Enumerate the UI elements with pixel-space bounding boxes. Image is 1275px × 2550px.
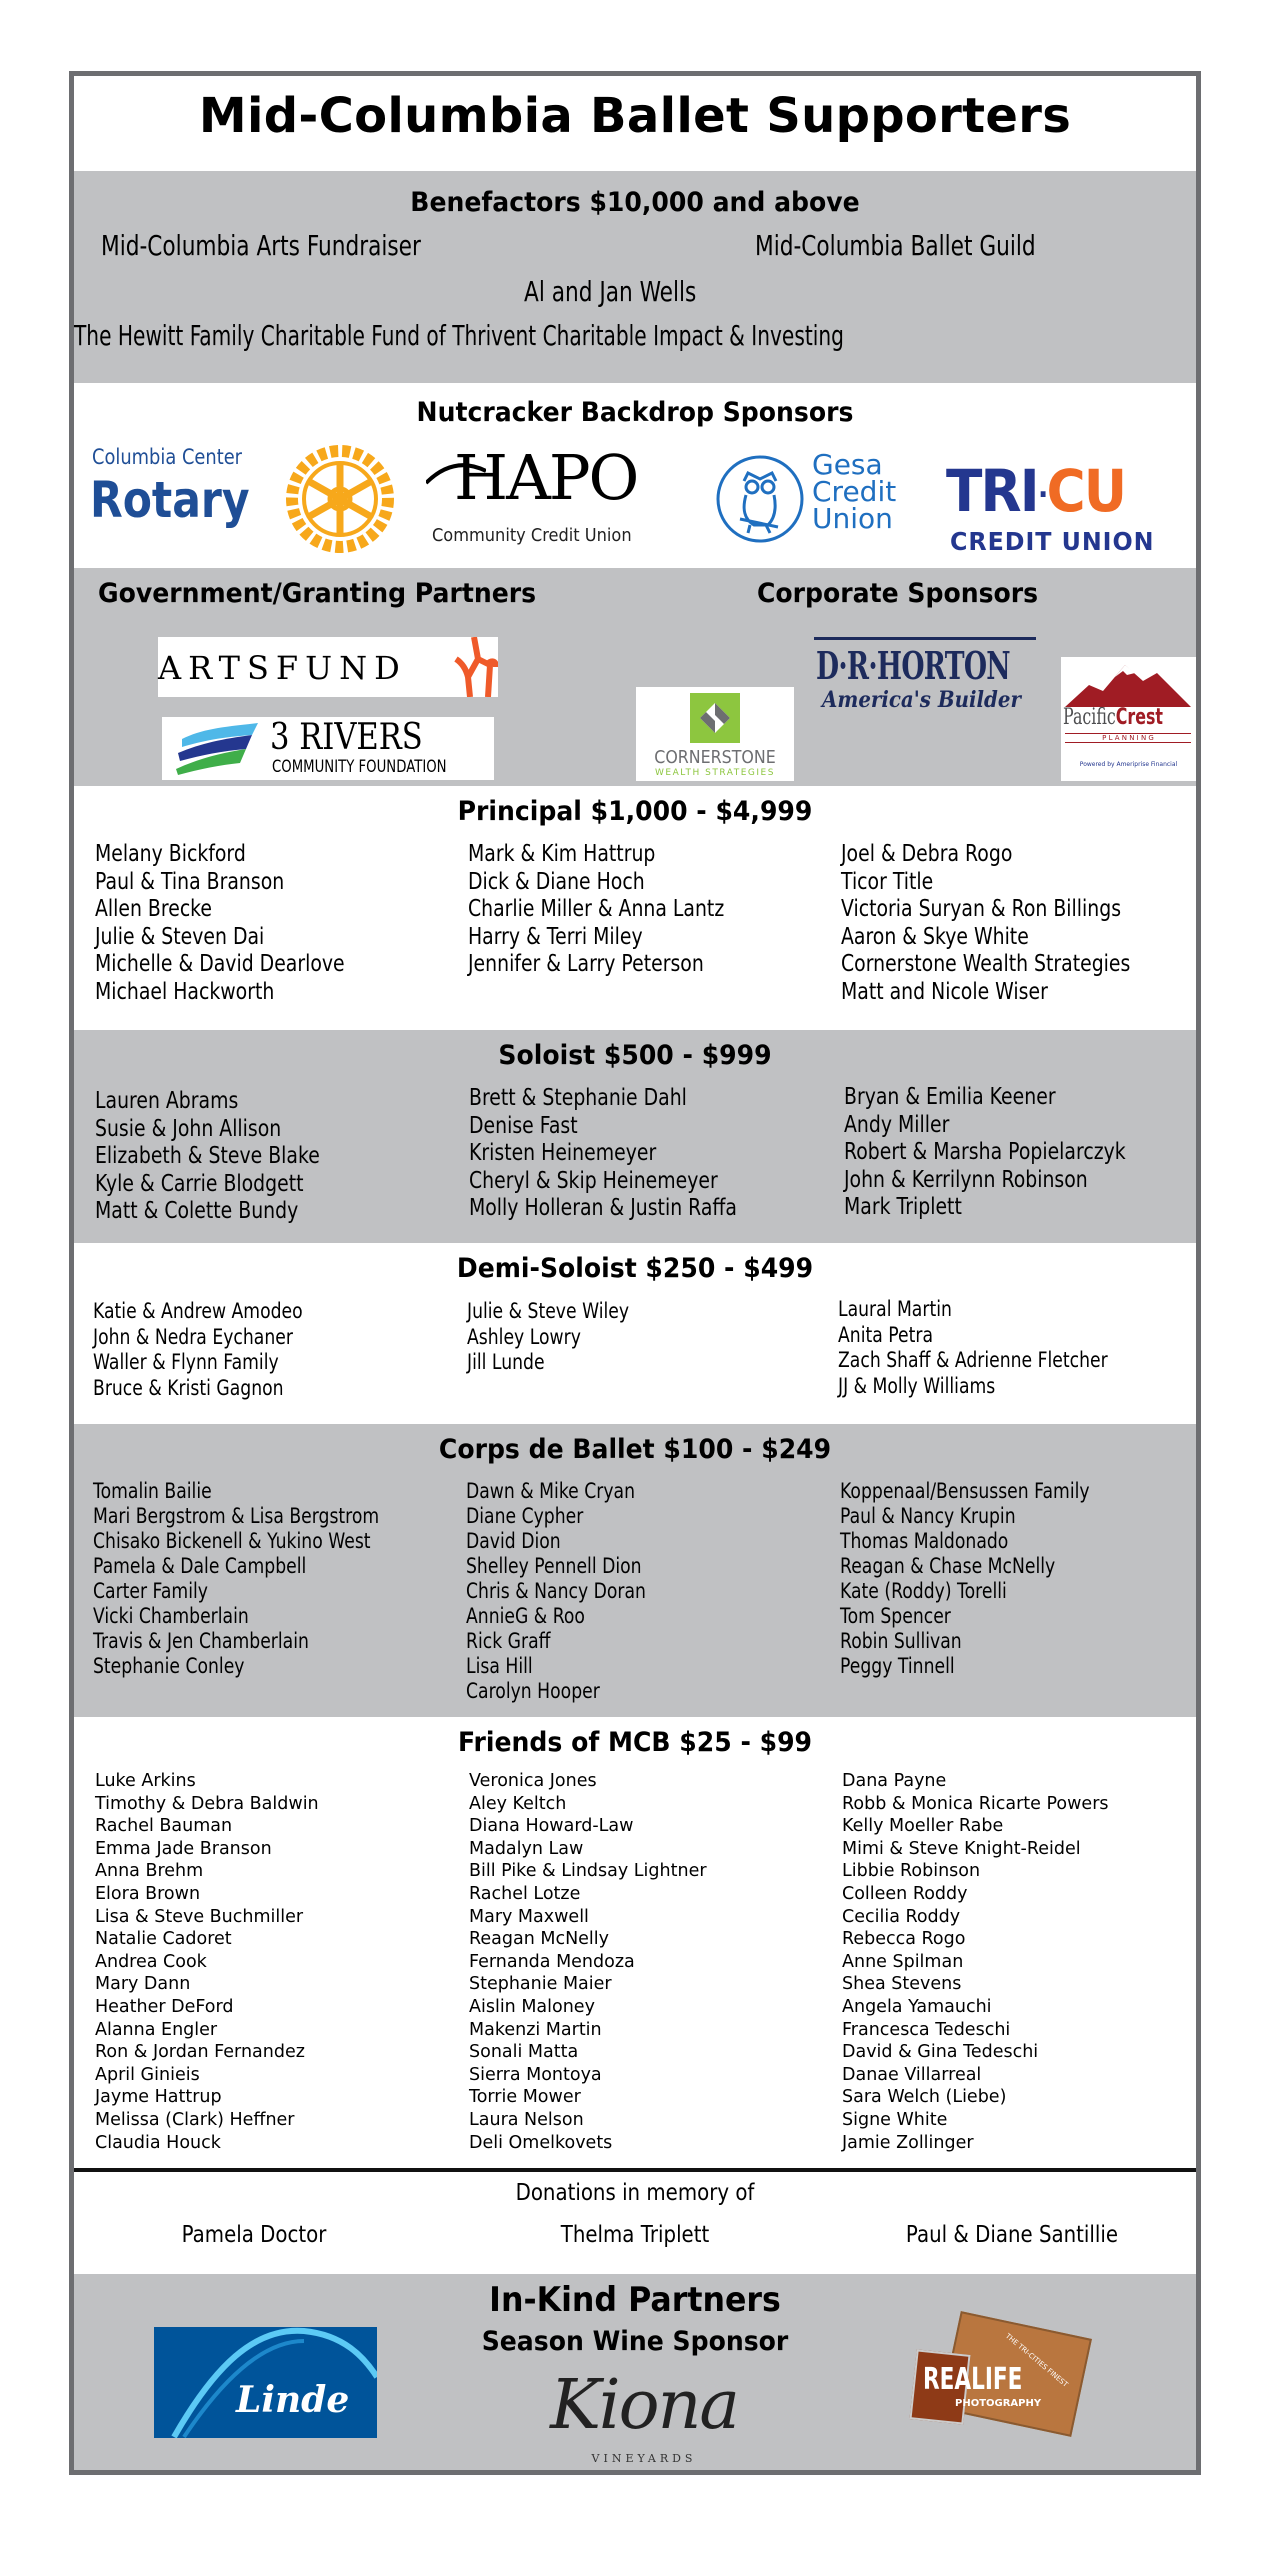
gesa-line1: Gesa [812,448,883,481]
supporter-name: Luke Arkins [95,1771,196,1791]
supporter-name: Bryan & Emilia Keener [844,1084,1056,1110]
supporter-name: Jayme Hattrup [95,2087,222,2108]
supporter-name: Diana Howard-Law [469,1816,634,1837]
hapo-logo [426,441,671,555]
three-rivers-line1: 3 RIVERS [270,717,423,758]
supporter-name: Ticor Title [841,868,934,895]
gesa-logo [714,448,904,551]
supporter-name: Vicki Chamberlain [93,1604,249,1628]
benefactors-heading: Benefactors $10,000 and above [410,187,860,218]
supporter-name: Melissa (Clark) Heffner [95,2109,295,2130]
demi-soloist-heading: Demi-Soloist $250 - $499 [456,1253,814,1284]
supporter-name: Ashley Lowry [467,1324,581,1349]
supporter-name: Dana Payne [842,1771,947,1791]
supporter-name: Bruce & Kristi Gagnon [93,1375,284,1400]
drhorton-line1: D·R·HORTON [816,643,1010,688]
memory-name: Pamela Doctor [181,2222,327,2248]
supporter-name: Robin Sullivan [840,1629,962,1653]
supporter-name: AnnieG & Roo [466,1604,585,1628]
demi-soloist-section [74,1243,1196,1424]
supporter-name: Waller & Flynn Family [93,1350,279,1374]
government-heading: Government/Granting Partners [98,578,537,609]
realife-arc: THE TRI-CITIES FINEST [1003,2332,1070,2389]
corps-section [74,1424,1196,1717]
principal-column [841,841,1130,1006]
kiona-sub: VINEYARDS [591,2452,697,2465]
supporter-name: Anne Spilman [842,1951,964,1972]
supporter-name: Lauren Abrams [95,1088,239,1114]
drhorton-line2: America's Builder [822,687,1021,713]
supporter-name: Cheryl & Skip Heinemeyer [469,1167,718,1194]
supporter-name: Rick Graff [466,1629,551,1653]
gesa-line3: Union [812,502,893,535]
cornerstone-line2: WEALTH STRATEGIES [655,768,775,778]
supporter-name: April Ginieis [95,2064,200,2085]
mountain-icon [1065,663,1191,707]
rotary-line2: Rotary [90,471,250,529]
supporter-name: David Dion [466,1529,561,1553]
soloist-section [74,1030,1196,1243]
supporter-name: Katie & Andrew Amodeo [93,1299,303,1323]
supporter-name: Cornerstone Wealth Strategies [841,951,1131,977]
corps-column [93,1479,379,1679]
realife-logo [909,2322,1099,2442]
supporter-name: Dick & Diane Hoch [468,868,645,895]
supporter-name: Elizabeth & Steve Blake [95,1143,320,1169]
supporter-name: Kristen Heinemeyer [469,1140,657,1166]
artsfund-logo [158,637,498,697]
supporter-name: Aaron & Skye White [841,923,1029,950]
artsfund-name: ARTSFUND [158,649,407,687]
supporter-name: Michael Hackworth [95,978,275,1005]
supporter-name: Thomas Maldonado [840,1529,1009,1553]
supporter-name: Francesca Tedeschi [842,2019,1011,2040]
principal-section [74,786,1196,1030]
kiona-name: Kiona [550,2366,738,2445]
benefactors-section [74,171,1196,383]
demi-soloist-column [838,1297,1108,1399]
supporter-name: Elora Brown [95,1883,201,1904]
supporter-name: Andrea Cook [95,1951,207,1972]
drhorton-logo [814,637,1054,717]
supporter-name: Tom Spencer [840,1604,951,1628]
supporter-name: Chris & Nancy Doran [466,1579,646,1603]
wine-heading: Season Wine Sponsor [481,2326,789,2357]
gesa-line2: Credit [812,475,897,508]
supporter-name: Paul & Tina Branson [95,868,285,895]
supporter-name: Libbie Robinson [842,1861,981,1882]
rotary-logo [86,441,396,561]
nutcracker-heading: Nutcracker Backdrop Sponsors [416,397,854,428]
benefactor-name: The Hewitt Family Charitable Fund of Thrivent Charitable Impact & Investing [74,319,844,352]
soloist-heading: Soloist $500 - $999 [498,1040,772,1071]
supporter-name: Stephanie Conley [93,1654,245,1678]
cornerstone-mark-icon [690,693,740,743]
benefactor-name: Al and Jan Wells [524,275,697,308]
supporter-name: Michelle & David Dearlove [95,951,345,977]
supporter-name: Mark & Kim Hattrup [468,841,656,867]
hapo-sub: Community Credit Union [432,525,632,546]
supporter-name: Kate (Roddy) Torelli [840,1579,1007,1603]
supporter-name: Brett & Stephanie Dahl [469,1085,687,1111]
supporter-name: Chisako Bickenell & Yukino West [93,1529,371,1553]
partners-section [74,568,1196,786]
supporter-name: Makenzi Martin [469,2019,602,2040]
supporters-frame [69,71,1201,2475]
memory-name: Thelma Triplett [560,2222,710,2248]
supporter-name: Kyle & Carrie Blodgett [95,1170,304,1197]
pacificcrest-logo [1061,657,1196,781]
supporter-name: Joel & Debra Rogo [841,841,1013,867]
principal-column [468,841,724,979]
supporter-name: Veronica Jones [469,1771,597,1791]
supporter-name: Victoria Suryan & Ron Billings [841,896,1122,922]
memory-name: Paul & Diane Santillie [905,2222,1119,2248]
supporter-name: Mari Bergstrom & Lisa Bergstrom [93,1504,380,1528]
in-kind-section [74,2274,1196,2470]
supporter-name: Shelley Pennell Dion [466,1554,642,1578]
supporter-name: Denise Fast [469,1112,578,1139]
supporter-name: Heather DeFord [95,1996,234,2017]
friends-heading: Friends of MCB $25 - $99 [457,1727,813,1758]
tricu-name: TRI·CU [946,457,1126,525]
supporter-name: Rachel Lotze [469,1883,581,1904]
supporter-name: Jamie Zollinger [842,2132,974,2153]
nutcracker-section [74,383,1196,568]
supporter-name: Sara Welch (Liebe) [842,2087,1007,2108]
principal-column [95,841,345,1006]
supporter-name: Sonali Matta [469,2042,579,2063]
supporter-name: Laura Nelson [469,2109,584,2130]
tricu-name-left: TRI [946,457,1038,525]
realife-sub: PHOTOGRAPHY [955,2398,1042,2409]
tricu-logo [946,449,1181,559]
pacificcrest-line1 [1063,705,1163,730]
supporter-name: Charlie Miller & Anna Lantz [468,896,725,922]
supporter-name: Aley Keltch [469,1793,567,1814]
supporter-name: Pamela & Dale Campbell [93,1554,307,1578]
rotary-wheel-icon [284,441,396,561]
pacificcrest-line1b: Crest [1115,705,1163,730]
supporter-name: Rachel Bauman [95,1816,233,1837]
supporter-name: Zach Shaff & Adrienne Fletcher [838,1348,1108,1372]
supporter-name: Shea Stevens [842,1974,962,1995]
supporter-name: Susie & John Allison [95,1115,282,1142]
supporter-name: Jill Lunde [467,1350,545,1374]
linde-name: Linde [236,2379,350,2421]
gesa-text [812,448,897,535]
supporter-name: Angela Yamauchi [842,1996,992,2017]
three-rivers-logo [162,717,494,780]
supporter-name: Mary Maxwell [469,1906,589,1927]
benefactor-name: Mid-Columbia Arts Fundraiser [101,229,421,262]
linde-logo [154,2327,377,2438]
supporter-name: Madalyn Law [469,1838,584,1859]
supporter-name: Tomalin Bailie [93,1479,212,1503]
supporter-name: Paul & Nancy Krupin [840,1504,1016,1528]
supporter-name: Torrie Mower [469,2087,581,2108]
supporter-name: John & Kerrilynn Robinson [844,1166,1088,1193]
corps-column [840,1479,1090,1679]
supporter-name: Julie & Steven Dai [95,923,265,950]
cornerstone-line1: CORNERSTONE [654,747,776,768]
supporter-name: Stephanie Maier [469,1974,612,1995]
soloist-column [95,1088,320,1226]
supporter-name: Aislin Maloney [469,1996,595,2017]
supporter-name: Mary Dann [95,1974,191,1995]
supporter-name: Sierra Montoya [469,2064,602,2085]
supporter-name: Diane Cypher [466,1504,584,1528]
supporter-name: Signe White [842,2109,948,2130]
supporter-name: Reagan & Chase McNelly [840,1554,1056,1578]
supporter-name: Travis & Jen Chamberlain [93,1629,309,1653]
supporter-name: Rebecca Rogo [842,1929,966,1950]
supporter-name: Natalie Cadoret [95,1929,232,1950]
supporter-name: Timothy & Debra Baldwin [95,1793,319,1814]
friends-column [469,1770,707,2154]
tricu-name-right: CU [1046,457,1126,525]
corps-column [466,1479,646,1704]
memory-section [74,2172,1196,2274]
pacificcrest-line1a: Pacific [1063,705,1116,730]
supporter-name: Claudia Houck [95,2132,221,2153]
title-band [74,76,1196,171]
supporter-name: Ron & Jordan Fernandez [95,2042,305,2063]
page-title: Mid-Columbia Ballet Supporters [198,88,1072,144]
tricu-sub: CREDIT UNION [950,527,1155,556]
supporter-name: Carolyn Hooper [466,1679,600,1703]
supporter-name: Jennifer & Larry Peterson [468,951,704,977]
realife-name: REALIFE [923,2362,1023,2397]
supporter-name: David & Gina Tedeschi [842,2042,1039,2063]
supporter-name: Dawn & Mike Cryan [466,1479,636,1503]
supporter-name: Anna Brehm [95,1861,204,1882]
supporter-name: Andy Miller [844,1111,950,1138]
drhorton-rule [814,637,1036,640]
supporter-name: Bill Pike & Lindsay Lightner [469,1861,707,1882]
pacificcrest-line2: P L A N N I N G [1065,733,1191,743]
supporter-name: Harry & Terri Miley [468,923,643,950]
supporter-name: Fernanda Mendoza [469,1951,635,1972]
supporter-name: Lisa Hill [466,1654,533,1678]
supporter-name: Julie & Steve Wiley [467,1299,630,1323]
supporter-name: Koppenaal/Bensussen Family [840,1479,1090,1503]
supporter-name: Allen Brecke [95,896,213,922]
supporter-name: Alanna Engler [95,2019,218,2040]
demi-soloist-column [467,1299,629,1376]
friends-section [74,1717,1196,2169]
memory-heading: Donations in memory of [515,2180,755,2206]
supporter-name: Emma Jade Branson [95,1838,272,1859]
supporter-name: JJ & Molly Williams [838,1373,996,1398]
supporter-name: Matt and Nicole Wiser [841,978,1048,1005]
supporter-name: John & Nedra Eychaner [93,1324,293,1349]
demi-soloist-column [93,1299,303,1401]
supporter-name: Lisa & Steve Buchmiller [95,1906,304,1927]
hapo-name: HAPO [454,441,638,514]
soloist-column [844,1084,1126,1222]
three-rivers-waves-icon [172,721,262,777]
artsfund-leaf-icon [448,637,498,697]
friends-column [842,1770,1109,2154]
corps-heading: Corps de Ballet $100 - $249 [438,1434,832,1465]
principal-heading: Principal $1,000 - $4,999 [457,796,813,827]
benefactor-name: Mid-Columbia Ballet Guild [755,229,1036,262]
supporter-name: Colleen Roddy [842,1883,968,1904]
supporter-name: Melany Bickford [95,841,246,867]
supporter-name: Matt & Colette Bundy [95,1198,299,1224]
supporter-name: Deli Omelkovets [469,2132,613,2153]
owl-icon [714,453,806,545]
supporter-name: Cecilia Roddy [842,1906,961,1927]
supporter-name: Molly Holleran & Justin Raffa [469,1195,737,1221]
supporter-name: Robb & Monica Ricarte Powers [842,1793,1109,1814]
supporter-name: Robert & Marsha Popielarczyk [844,1139,1126,1165]
supporter-name: Peggy Tinnell [840,1654,955,1678]
supporter-name: Anita Petra [838,1322,934,1347]
supporter-name: Reagan McNelly [469,1929,610,1950]
supporter-name: Danae Villarreal [842,2064,982,2085]
supporter-name: Carter Family [93,1579,208,1603]
three-rivers-line2: COMMUNITY FOUNDATION [272,757,447,777]
supporter-name: Mark Triplett [844,1194,962,1220]
corporate-heading: Corporate Sponsors [757,578,1039,609]
supporter-name: Mimi & Steve Knight-Reidel [842,1838,1081,1859]
pacificcrest-line3: Powered by Ameriprise Financial [1079,761,1178,768]
soloist-column [469,1085,737,1223]
in-kind-heading: In-Kind Partners [489,2280,781,2320]
supporter-name: Kelly Moeller Rabe [842,1816,1004,1837]
friends-column [95,1770,319,2154]
cornerstone-logo [636,687,794,781]
kiona-logo [514,2366,774,2470]
rotary-line1: Columbia Center [92,445,243,469]
supporter-name: Laural Martin [838,1297,952,1321]
